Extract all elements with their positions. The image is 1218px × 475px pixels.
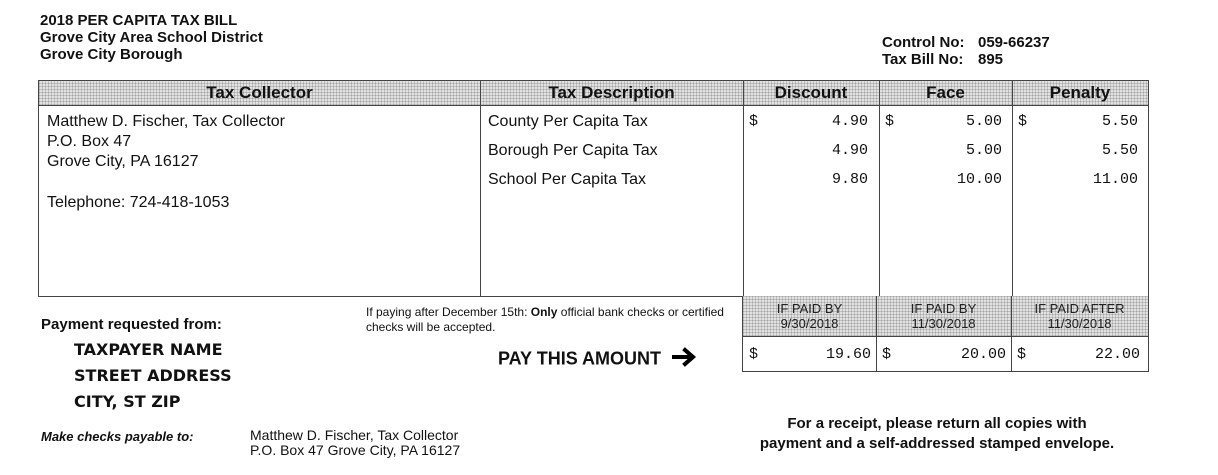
face-value: 5.00 xyxy=(965,142,1002,159)
payable-address: P.O. Box 47 Grove City, PA 16127 xyxy=(250,442,461,458)
discount-value: 4.90 xyxy=(831,142,868,159)
receipt-note: For a receipt, please return all copies with payment and a self-addressed stamped envelope. xyxy=(759,415,1115,452)
currency-symbol: $ xyxy=(882,346,892,363)
tax-table xyxy=(38,80,1149,297)
control-number: 059-66237 xyxy=(978,34,1050,51)
discount-value: 9.80 xyxy=(831,171,868,188)
payment-amounts xyxy=(742,336,1149,372)
col-tax-collector: Tax Collector xyxy=(206,83,313,102)
arrow-right-icon xyxy=(672,347,698,372)
currency-symbol: $ xyxy=(749,346,759,363)
payment-periods-header xyxy=(742,296,1149,337)
period-penalty: IF PAID AFTER 11/30/2018 xyxy=(1034,301,1125,331)
taxpayer-address xyxy=(74,337,232,415)
currency-symbol: $ xyxy=(1017,346,1027,363)
school-district: Grove City Area School District xyxy=(40,29,263,46)
payment-notice: If paying after December 15th: Only official bank checks or certified checks will be accepted. xyxy=(366,305,724,334)
control-label: Control No: xyxy=(882,34,965,51)
col-tax-description: Tax Description xyxy=(548,83,675,102)
period-face: IF PAID BY 11/30/2018 xyxy=(910,301,977,331)
collector-name: Matthew D. Fischer, Tax Collector xyxy=(47,113,286,130)
penalty-value: 11.00 xyxy=(1092,171,1138,188)
bill-numbers xyxy=(882,34,1050,68)
amount-face: 20.00 xyxy=(960,346,1006,363)
amount-penalty: 22.00 xyxy=(1094,346,1140,363)
table-row: School Per Capita Tax xyxy=(488,171,647,188)
discount-value: 4.90 xyxy=(831,113,868,130)
penalty-value: 5.50 xyxy=(1101,113,1138,130)
payable-to xyxy=(250,428,460,458)
taxpayer-city: CITY, ST ZIP xyxy=(74,392,181,411)
col-discount: Discount xyxy=(774,83,848,102)
bill-header xyxy=(40,12,263,63)
collector-box: P.O. Box 47 xyxy=(47,133,132,150)
currency-symbol: $ xyxy=(885,113,895,130)
period-discount: IF PAID BY 9/30/2018 xyxy=(776,301,843,331)
table-row: County Per Capita Tax xyxy=(488,113,648,130)
face-value: 10.00 xyxy=(956,171,1002,188)
bill-title: 2018 PER CAPITA TAX BILL xyxy=(40,12,238,29)
collector-info xyxy=(47,112,285,213)
collector-phone: Telephone: 724-418-1053 xyxy=(47,194,230,211)
payable-label: Make checks payable to: xyxy=(41,429,194,444)
face-value: 5.00 xyxy=(965,113,1002,130)
table-row: Borough Per Capita Tax xyxy=(488,142,658,159)
amount-discount: 19.60 xyxy=(825,346,871,363)
pay-amount-label: PAY THIS AMOUNT xyxy=(498,347,698,372)
bill-number: 895 xyxy=(978,51,1004,68)
bill-label: Tax Bill No: xyxy=(882,51,964,68)
borough-name: Grove City Borough xyxy=(40,46,183,63)
taxpayer-street: STREET ADDRESS xyxy=(74,366,232,385)
penalty-value: 5.50 xyxy=(1101,142,1138,159)
collector-city: Grove City, PA 16127 xyxy=(47,153,199,170)
tax-descriptions xyxy=(488,112,658,199)
currency-symbol: $ xyxy=(749,113,759,130)
payable-name: Matthew D. Fischer, Tax Collector xyxy=(250,427,459,443)
col-penalty: Penalty xyxy=(1049,83,1111,102)
col-face: Face xyxy=(926,83,965,102)
payment-requested-label: Payment requested from: xyxy=(41,316,222,333)
currency-symbol: $ xyxy=(1018,113,1028,130)
taxpayer-name: TAXPAYER NAME xyxy=(74,340,223,359)
